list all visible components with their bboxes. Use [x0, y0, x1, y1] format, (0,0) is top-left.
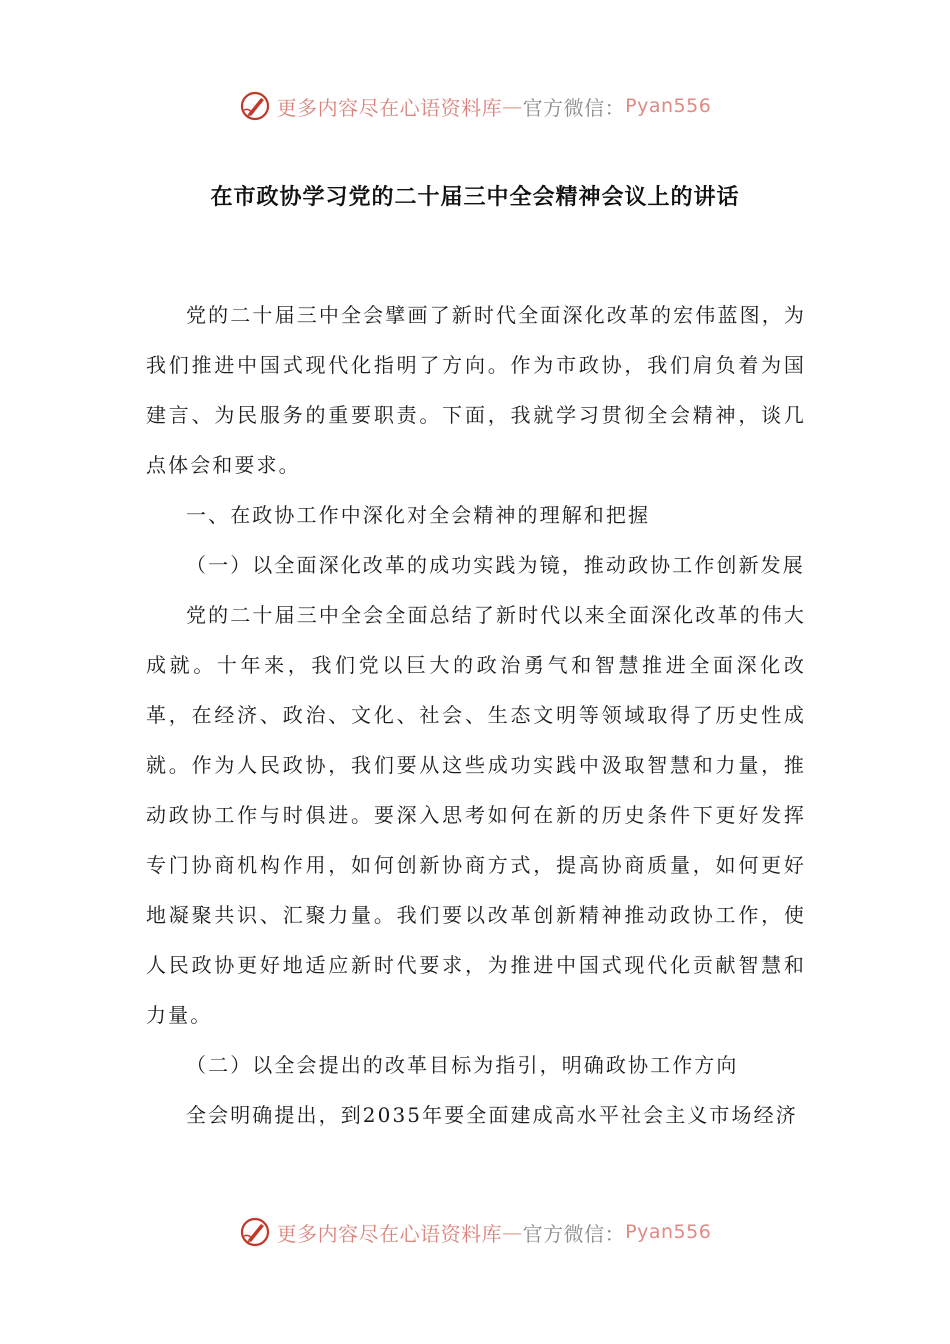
watermark-main-text: 更多内容尽在心语资料库	[276, 95, 503, 120]
document-body	[146, 290, 806, 1140]
watermark-footer	[0, 1212, 950, 1252]
watermark-dash: —	[502, 1220, 523, 1244]
watermark-wechat-label: 官方微信：	[522, 95, 626, 120]
paragraph-intro: 党的二十届三中全会擘画了新时代全面深化改革的宏伟蓝图，为我们推进中国式现代化指明了方向。作为市政协，我们肩负着为国建言、为民服务的重要职责。下面，我就学习贯彻全会精神，谈几点体会和要求。	[146, 303, 806, 477]
subsection-heading-2: （二）以全会提出的改革目标为指引，明确政协工作方向	[186, 1053, 739, 1077]
watermark-dash: —	[502, 94, 523, 118]
watermark-wechat-label: 官方微信：	[522, 1221, 626, 1246]
watermark-handle: Pyan556	[625, 95, 712, 117]
document-title: 在市政协学习党的二十届三中全会精神会议上的讲话	[210, 184, 740, 210]
paragraph-body-2: 全会明确提出，到2035年要全面建成高水平社会主义市场经济	[186, 1103, 798, 1127]
pen-in-circle-icon	[239, 90, 271, 122]
paragraph-body-1: 党的二十届三中全会全面总结了新时代以来全面深化改革的伟大成就。十年来，我们党以巨大的政治勇气和智慧推进全面深化改革，在经济、政治、文化、社会、生态文明等领域取得了历史性成就。作为人民政协，我们要从这些成功实践中汲取智慧和力量，推动政协工作与时俱进。要深入思考如何在新的历史条件下更好发挥专门协商机构作用，如何创新协商方式，提高协商质量，如何更好地凝聚共识、汇聚力量。我们要以改革创新精神推动政协工作，使人民政协更好地适应新时代要求，为推进中国式现代化贡献智慧和力量。	[146, 603, 806, 1027]
subsection-heading-1: （一）以全面深化改革的成功实践为镜，推动政协工作创新发展	[186, 553, 805, 577]
watermark-handle: Pyan556	[625, 1221, 712, 1243]
section-heading-1: 一、在政协工作中深化对全会精神的理解和把握	[186, 503, 651, 527]
watermark-header	[0, 86, 950, 126]
pen-in-circle-icon	[239, 1216, 271, 1248]
watermark-main-text: 更多内容尽在心语资料库	[276, 1221, 503, 1246]
